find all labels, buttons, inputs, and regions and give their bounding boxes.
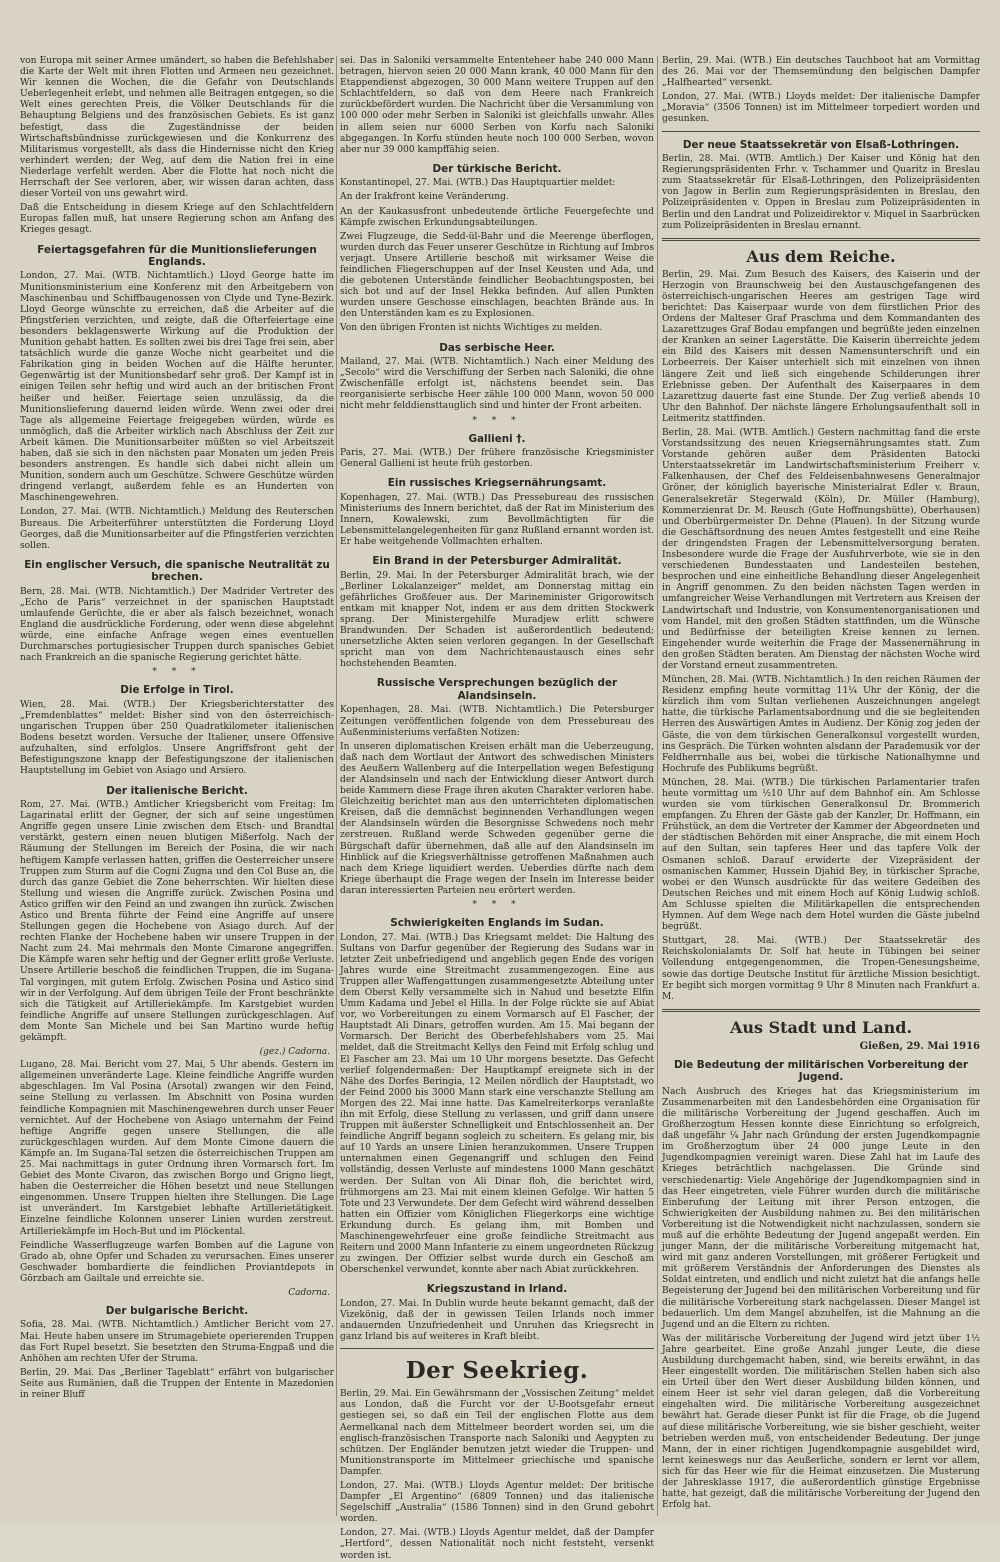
article-paragraph: Berlin, 28. Mai. (WTB. Amtlich.) Gestern nachmittag fand die erste Vorstandssitzung des neuen Kriegsernährungsamtes statt. Zum Vorstande gehören außer dem Präsidenten Batocki Unterstaatssekretär im Landwirtschaftsministerium Freiherr v. Falkenhausen, der Chef des Feldeisenbahnwesens Generalmajor Gröner, der königlich bayerische Ministerialrat Edler v. Braun, Generalsekretär Stegerwald (Köln), Dr. Müller (Hamburg), Kommerzienrat Dr. M. Reusch (Gute Hoffnungshütte), Oberhausen) und Oberbürgermeister Dr. Dehne (Plauen). In der Sitzung wurde die Geschäftsordnung des neuen Amtes festgestellt und eine Reihe der dringendsten Fragen der Lebensmittelversorgung beraten. Insbesondere wurde die Frage der Ausfuhrverbote, wie sie in den verschiedenen Bundesstaaten und Landesteilen bestehen, besprochen und eine einheitliche Behandlung dieser Angelegenheit in Angriff genommen. Zu den beiden nächsten Tagen werden in umfangreicher Weise Verhandlungen mit Vertretern aus Kreisen der Landwirtschaft und Industrie, von Konsumentenorganisationen und vom Handel, mit den großen Städten stattfinden, um die Wünsche und Bedürfnisse der beteiligten Kreise kennen zu lernen. Eingehender wurde weiterhin die Frage der Massenernährung in den großen Städten beraten. Am Dienstag der nächsten Woche wird der Vorstand erneut zusammentreten. bbox=[662, 428, 980, 671]
article-paragraph: London, 27. Mai. (WTB.) Lloyds Agentur meldet, daß der Dampfer „Hertford“, dessen Nationalität noch nicht feststeht, versenkt worden ist. bbox=[340, 1528, 654, 1561]
article-paragraph: Berlin, 29. Mai. Das „Berliner Tageblatt“ erfährt von bulgarischer Seite aus Rumänien, daß die Truppen der Entente in Mazedonien in reiner Bluff bbox=[20, 1367, 334, 1401]
article-paragraph: Paris, 27. Mai. (WTB.) Der frühere französische Kriegsminister General Gallieni ist heute früh gestorben. bbox=[340, 447, 654, 470]
column-rule bbox=[657, 56, 658, 1516]
article-paragraph: Rom, 27. Mai. (WTB.) Amtlicher Kriegsbericht vom Freitag: Im Lagarinatal erlitt der Gegner, der sich auf seine ungestümen Angriffe gegen unsere Linie zwischen dem Etsch- und Brandtal verstärkt, gestern einen neuen blutigen Mißerfolg. Nach der Räumung der Stellungen im Bereich der Posina, die wir nach heftigem Kampfe verlassen hatten, griffen die Oesterreicher unsere Truppen zum Sturm auf die Cogni Zugna und den Col Buse an, die durch das ganze Gebiet die Zone beherrschten. Wir hielten diese Stellung und wiesen die Angriffe zurück. Zwischen Posina und Astico griffen wir den Feind an und zwangen ihn zurück. Zwischen Astico und Brenta führte der Feind eine Angriffe auf unsere Stellungen gegen die Hochebene von Asiago durch. Auf der rechten Flanke der Hochebene haben wir unsere Truppen in der Nacht zum 24. Mai mehrmals den Monte Cimarone angegriffen. Die Kämpfe waren sehr heftig und der Gegner erlitt große Verluste. Unsere Artillerie beschoß die feindlichen Truppen, die im Sugana-Tal vorgingen, mit gutem Erfolg. Zwischen Posina und Astico sind wir in der Verfolgung. Auf dem übrigen Teile der Front beschränkte sich die Tätigkeit auf Artilleriekämpfe. Im Karstgebiet wurden feindliche Angriffe auf unsere Stellungen zurückgeschlagen. Auf dem Monte San Michele und bei San Martino wurde heftig gekämpft. bbox=[20, 800, 334, 1044]
signature: Cadorna. bbox=[288, 1288, 330, 1298]
article-paragraph: Konstantinopel, 27. Mai. (WTB.) Das Hauptquartier meldet: bbox=[340, 178, 616, 189]
article-paragraph: London, 27. Mai. In Dublin wurde heute bekannt gemacht, daß der Vizekönig, daß der in gewissen Teilen Irlands noch immer andauernden Unzufriedenheit und Unruhen das Kriegsrecht in ganz Irland bis auf weiteres in Kraft bleibt. bbox=[340, 1298, 654, 1343]
article-paragraph: München, 28. Mai. (WTB.) Die türkischen Parlamentarier trafen heute vormittag um ½10 Uhr auf dem Bahnhof ein. Am Schlosse wurden sie vom türkischen Generalkonsul Dr. Brommerich empfangen. Zu Ehren der Gäste gab der Kanzler, Dr. Hoffmann, ein Frühstück, an dem die Vertreter der Kammer der Abgeordneten und der städtischen Behörden mit einer Ansprache, die mit einem Hoch auf den Sultan, sein tapferes Heer und das tapfere Volk der Osmanen schloß. Darauf erwiderte der Vizepräsident der osmanischen Kammer, Hussein Djahid Bey, in türkischer Sprache, wobei er den Wunsch ausdrückte für das weitere Gedeihen des Deutschen Reiches und mit einem Hoch auf König Ludwig schloß. Am Schlusse spielten die Militärkapellen die entsprechenden Hymnen. Auf dem Wege nach dem Hotel wurden die Gäste jubelnd begrüßt. bbox=[662, 777, 980, 933]
article-headline: Die Erfolge in Tirol. bbox=[120, 684, 234, 697]
article-paragraph: In unseren diplomatischen Kreisen erhält man die Ueberzeugung, daß nach dem Wortlaut der Antwort des schwedischen Ministers des Aeußern Wallenberg auf die Interpellation wegen Befestigung der Alandsinseln und nach der Entwicklung dieser Antwort durch beide Kammern diese Frage ihren akuten Charakter verloren habe. Gleichzeitig berichtet man aus den unterrichteten diplomatischen Kreisen, daß die demnächst beginnenden Verhandlungen wegen der Alandsinseln würden die Besorgnisse Schwedens noch mehr zerstreuen. Rußland werde Schweden gegenüber gerne die Bürgschaft dafür übernehmen, daß alle auf den Alandsinseln im Hinblick auf die Kriegsverhältnisse getroffenen Maßnahmen auch nach dem Kriege liquidiert werden. Ueberdies dürfte nach dem Kriege überhaupt die Frage wegen der Inseln im Interesse beider daran interessierten Parteien neu erörtert werden. bbox=[340, 741, 654, 896]
article-paragraph: London, 27. Mai. (WTB.) Das Kriegsamt meldet: Die Haltung des Sultans von Darfur gegenüber der Regierung des Sudans war in letzter Zeit unbefriedigend und angeblich gegen Ende des vorigen Jahres wurde eine Streitmacht zusammengezogen. Eine aus Truppen aller Waffengattungen zusammengesetzte Abteilung unter dem Oberst Kelly versammelte sich in Nahud und besetzte Elfin Umm Kadama und Jebel el Hilla. In der Folge rückte sie auf Abiat vor, wo Vorbereitungen zu einem Vormarsch auf El Fascher, der Hauptstadt Ali Dinars, getroffen wurden. Am 15. Mai begann der Vormarsch. Der Bericht des Oberbefehlshabers vom 25. Mai meldet, daß die Streitmacht Kellys den Feind mit Erfolg schlug und El Fascher am 23. Mai um 10 Uhr morgens besetzte. Das Gefecht verlief folgendermaßen: Der Hauptkampf ereignete sich in der Nähe des Dorfes Beringia, 12 Meilen nördlich der Hauptstadt, wo der Feind 2000 bis 3000 Mann stark eine verschanzte Stellung am Morgen des 22. Mai inne hatte. Das Kamelreiterkorps veranlaßte ihn mit Erfolg, diese Stellung zu verlassen, und griff dann unsere Truppen mit äußerster Schnelligkeit und Entschlossenheit an. Der feindliche Angriff begann sogleich zu scheitern. Es gelang mir, bis auf 10 Yards an unsere Linien heranzukommen. Unsere Truppen unternahmen einen Gegenangriff und schlugen den Feind vollständig, dessen Verluste auf mindestens 1000 Mann geschätzt werden. Der Sultan von Ali Dinar floh, die berichtet wird, frühmorgens am 23. Mai mit einem kleinen Gefolge. Wir hatten 5 Tote und 23 Verwundete. Der dem Gefecht wird während desselben hatten ein Offizier vom Königlichen Fliegerkorps eine wichtige Erkundung durch. Es gelang ihm, mit Bomben und Maschinengewehrfeuer eine große feindliche Streitmacht aus Reitern und 2000 Mann Infanterie zu einem ungeordneten Rückzug zu zwingen. Der Offizier selbst wurde durch ein Geschoß am Oberschenkel verwundet, konnte aber nach Abiat zurückkehren. bbox=[340, 932, 654, 1276]
article-paragraph: München, 28. Mai. (WTB. Nichtamtlich.) In den reichen Räumen der Residenz empfing heute vormittag 11¼ Uhr der König, der die kürzlich ihm vom Sultan verliehenen Auszeichnungen angelegt hatte, die türkische Parlamentsabordnung und die sie begleitenden Herren des Auswärtigen Amtes in Audienz. Der König zog jeden der Gäste, die von dem türkischen Generalkonsul vorgestellt wurden, ins Gespräch. Die Türken wohnten alsdann der Parademusik vor der Feldherrnhalle aus bei, wobei die türkische Nationalhymne und Hochrufe des Publikums begrüßt. bbox=[662, 675, 980, 774]
article-paragraph: Berlin, 29. Mai. In der Petersburger Admiralität brach, wie der „Berliner Lokalanzeiger“ meldet, am Donnerstag mittag ein gefährliches Großfeuer aus. Der Marineminister Grigorowitsch entkam mit knapper Not, indem er aus dem dritten Stockwerk sprang. Der Ministergehilfe Muradjew erlitt schwere Brandwunden. Der Schaden ist außerordentlich bedeutend; unersetzliche Akten seien verloren gegangen. In der Gesellschaft spricht man von dem Nachrichtenaustausch eines sehr hochstehenden Beamten. bbox=[340, 570, 654, 670]
article-paragraph: von Europa mit seiner Armee umändert, so haben die Befehlshaber die Karte der Welt mit ihren Flotten und Armeen neu gezeichnet. Wir kennen die Wochen, die die Gefahr von Deutschlands Ueberlegenheit erlebt, und nehmen alle Beitragen entgegen, so die Welt eines gerechten Preis, die Völker Deutschlands für die Behauptung Belgiens und des französischen Gebiets. Es ist ganz befestigt, dass die Zugeständnisse der beiden Wirtschaftsbündnisse zurückgewiesen und die Konkurrenz des Militarismus vorgestellt, als dass die Hindernisse nicht den Krieg verhindert werden; der Weg, auf dem die Nation frei in eine Niederlage verfehlt werden. Aber die Flotte hat noch nicht die Herrschaft der See verloren, aber, wir wissen daran achten, dass dieser Vorteil von uns gewahrt wird. bbox=[20, 56, 334, 200]
section-divider bbox=[662, 238, 980, 241]
article-headline: Schwierigkeiten Englands im Sudan. bbox=[390, 917, 604, 930]
section-title: Der Seekrieg. bbox=[405, 1357, 589, 1385]
article-paragraph: sei. Das in Saloniki versammelte Ententeheer habe 240 000 Mann betragen, hiervon seien 20 000 Mann krank, 40 000 Mann für den Etappendienst abgezogen, 30 000 Mann weitere Truppen auf den Schlachtfeldern, so daß von dem Heere nach Frankreich zurückbefördert wurden. Die Nachricht über die Versammlung von 100 000 oder mehr Serben in Saloniki ist gleichfalls unwahr. Alles in allem seien nur 6000 Serben von Korfu nach Saloniki abgegangen. In Korfu stünden heute noch 100 000 Serben, wovon aber nur 39 000 kampffähig seien. bbox=[340, 56, 654, 155]
separator-stars: * * * bbox=[472, 415, 522, 426]
article-paragraph: London, 27. Mai. (WTB.) Lloyds meldet: Der italienische Dampfer „Moravia“ (3506 Tonnen) ist im Mittelmeer torpediert worden und gesunken. bbox=[662, 92, 980, 125]
article-paragraph: Lugano, 28. Mai. Bericht vom 27. Mai, 5 Uhr abends. Gestern im allgemeinen unveränderte Lage. Kleine feindliche Angriffe wurden abgeschlagen. Im Val Posina (Arsotal) zwangen wir den Feind, seine Stellung zu verlassen. Im Abschnitt von Posina wurden feindliche Kompagnien mit Maschinengewehren durch unser Feuer vernichtet. Auf der Hochebene von Asiago unternahm der Feind heftige Angriffe gegen unsere Stellungen, die alle zurückgeschlagen wurden. Auf dem Monte Cimone dauern die Kämpfe an. Im Sugana-Tal setzen die österreichischen Truppen am 25. Mai nachmittags in guter Ordnung ihren Vormarsch fort. Im Gebiet des Monte Civaron, das zwischen Borgo und Grigno liegt, haben die Oesterreicher die Höhen besetzt und neue Stellungen eingenommen. Unsere Truppen hielten ihre Stellungen. Die Lage ist unverändert. Im Karstgebiet lebhafte Artillerietätigkeit. Einzelne feindliche Kolonnen unserer Linien wurden zerstreut. Artilleriekämpfe im Hoch-But und im Plöckental. bbox=[20, 1060, 334, 1237]
article-headline: Der bulgarische Bericht. bbox=[105, 1305, 249, 1317]
article-paragraph: An der Irakfront keine Veränderung. bbox=[340, 192, 509, 203]
article-headline: Der italienische Bericht. bbox=[106, 784, 248, 797]
article-paragraph: Bern, 28. Mai. (WTB. Nichtamtlich.) Der Madrider Vertreter des „Echo de Paris“ verzeichnet in der spanischen Hauptstadt umlaufende Gerüchte, die er aber als falsch bezeichnet, wonach England die ausdrückliche Forderung, oder wenn diese abgelehnt würde, eine einfache Anfrage wegen eines eventuellen Durchmarsches portugiesischer Truppen durch spanisches Gebiet nach Frankreich an die spanische Regierung gerichtet hätte. bbox=[20, 586, 334, 664]
section-divider bbox=[662, 1009, 980, 1012]
article-paragraph: Zwei Flugzeuge, die Sedd-ül-Bahr und die Meerenge überflogen, wurden durch das Feuer unserer Geschütze in Richtung auf Imbros verjagt. Unsere Artillerie beschoß mit wirksamer Weise die feindlichen Fliegerschuppen auf der Insel Keusten und Ada, und die gebotenen Unterstände feindlicher Beobachtungsposten, bei sich bot und auf der Insel Hekka befinden. Auf allen Punkten wurden unsere Geschosse einschlagen, beachten Brände aus. In den Unterständen kam es zu Explosionen. bbox=[340, 231, 654, 320]
article-headline: Ein Brand in der Petersburger Admiralität. bbox=[372, 555, 622, 568]
article-paragraph: Wien, 28. Mai. (WTB.) Der Kriegsberichterstatter des „Fremdenblattes“ meldet: Bisher sind von den österreichisch-ungarischen Truppen über 250 Quadratkilometer italienischen Bodens besetzt worden. Versuche der Italiener, unsere Offensive aufzuhalten, sind erfolglos. Unsere Angriffsfront geht der Befestigungszone knapp der Befestigungszone der italienischen Hauptstellung im Gebiet von Asiago und Arsiero. bbox=[20, 699, 334, 777]
article-paragraph: Berlin, 29. Mai. Ein Gewährsmann der „Vossischen Zeitung“ meldet aus London, daß die Furcht vor der U-Bootsgefahr erneut gestiegen sei, so daß ein Teil der englischen Flotte aus dem Aermelkanal nach dem Mittelmeer beordert worden sei, um die englisch-französischen Transporte nach Saloniki und Aegypten zu schützen. Der Engländer benutzen jetzt wieder die Truppen- und Munitionstransporte im Mittelmeer griechische und spanische Dampfer. bbox=[340, 1389, 654, 1477]
article-headline: Ein englischer Versuch, die spanische Neutralität zu brechen. bbox=[24, 558, 330, 584]
article-paragraph: Von den übrigen Fronten ist nichts Wichtiges zu melden. bbox=[340, 323, 603, 334]
column-left bbox=[20, 56, 334, 1511]
section-title: Aus dem Reiche. bbox=[746, 246, 896, 266]
column-rule bbox=[336, 56, 337, 1516]
section-divider bbox=[662, 131, 980, 132]
article-headline: Ein russisches Kriegsernährungsamt. bbox=[387, 477, 607, 490]
article-headline: Der türkische Bericht. bbox=[432, 162, 562, 175]
article-headline: Das serbische Heer. bbox=[439, 341, 555, 354]
signature: (gez.) Cadorna. bbox=[259, 1047, 330, 1058]
article-paragraph: Kopenhagen, 28. Mai. (WTB. Nichtamtlich.) Die Petersburger Zeitungen veröffentlichen folgende von dem Pressebureau des Außenministeriums verfaßten Notizen: bbox=[340, 705, 654, 738]
article-paragraph: Mailand, 27. Mai. (WTB. Nichtamtlich.) Nach einer Meldung des „Secolo“ wird die Verschiffung der Serben nach Saloniki, die ohne Zwischenfälle erfolgt ist, nächstens beendet sein. Das reorganisierte serbische Heer zähle 100 000 Mann, wovon 50 000 nicht mehr felddiensttauglich sind und hinter der Front arbeiten. bbox=[340, 357, 654, 412]
section-title: Aus Stadt und Land. bbox=[729, 1017, 913, 1037]
article-paragraph: An der Kaukasusfront unbedeutende örtliche Feuergefechte und Kämpfe zwischen Erkundungsabteilungen. bbox=[340, 206, 654, 228]
column-right bbox=[662, 56, 980, 1511]
article-headline: Gallieni †. bbox=[468, 432, 526, 445]
section-divider bbox=[340, 1348, 654, 1349]
article-paragraph: Daß die Entscheidung in diesem Kriege auf den Schlachtfeldern Europas fallen muß, hat unsere Regierung schon am Anfang des Krieges gesagt. bbox=[20, 203, 334, 236]
separator-stars: * * * bbox=[472, 900, 522, 911]
article-paragraph: Stuttgart, 28. Mai. (WTB.) Der Staatssekretär des Reichskolonialamts Dr. Solf hat heute in Tübingen bei seiner Vollendung entgegengenommen, die Tropen-Genesungsheime, sowie das dortige Deutsche Institut für ärztliche Mission besichtigt. Er begibt sich morgen vormittag 9 Uhr 8 Minuten nach Frankfurt a. M. bbox=[662, 936, 980, 1002]
dateline: Gießen, 29. Mai 1916 bbox=[859, 1040, 980, 1052]
column-middle bbox=[340, 56, 654, 1561]
article-paragraph: Berlin, 29. Mai. Zum Besuch des Kaisers, des Kaiserin und der Herzogin von Braunschweig bei den Austauschgefangenen des österreichisch-ungarischen Heeres am gestrigen Tage wird berichtet: Das Kaiserpaar wurde von dem fürstlichen Prior des Ordens der Malteser Graf Praschma und dem Kommandanten des Lazarettzuges Graf Bodau empfangen und begrüßte jeden einzelnen der Kranken an seiner Lagerstätte. Die Kaiserin überreichte jedem ein Bild des Kaisers mit dessen Namensunterschrift und ein Lorbeerreis. Der Kaiser unterhielt sich mit einzelnen von ihnen längere Zeit und ließ sich eingehende Schilderungen ihrer Erlebnisse geben. Der Aufenthalt des Kaiserpaares in dem Lazarettzug dauerte fast eine Stunde. Der Zug verließ abends 10 Uhr den Bahnhof. Der nächste längere Erholungsaufenthalt soll in Leitmeritz stattfinden. bbox=[662, 269, 980, 424]
article-paragraph: Berlin, 29. Mai. (WTB.) Ein deutsches Tauchboot hat am Vormittag des 26. Mai vor der Themsemündung den belgischen Dampfer „Halfhearted“ versenkt. bbox=[662, 56, 980, 89]
separator-stars: * * * bbox=[152, 667, 202, 678]
article-paragraph: Kopenhagen, 27. Mai. (WTB.) Das Pressebureau des russischen Ministeriums des Innern berichtet, daß der Rat im Ministerium des Innern, Kowalewski, zum Bevollmächtigten für die Lebensmittelangelegenheiten für ganz Rußland ernannt worden ist. Er habe weitgehende Vollmachten erhalten. bbox=[340, 492, 654, 548]
article-paragraph: London, 27. Mai. (WTB.) Lloyds Agentur meldet: Der britische Dampfer „El Argentino“ (6809 Tonnen) und das italienische Segelschiff „Australia“ (1586 Tonnen) sind in den Grund gebohrt worden. bbox=[340, 1481, 654, 1525]
article-paragraph: Feindliche Wasserflugzeuge warfen Bomben auf die Lagune von Grado ab, ohne Opfer und Schaden zu verursachen. Eines unserer Geschwader bombardierte die feindlichen Proviantdepots in Görzbach am Gailtale und erreichte sie. bbox=[20, 1240, 334, 1284]
article-paragraph: Berlin, 28. Mai. (WTB. Amtlich.) Der Kaiser und König hat den Regierungspräsidenten Frhr. v. Tschammer und Quaritz in Breslau zum Staatssekretär für Elsaß-Lothringen, den Polizeipräsidenten von Jagow in Berlin zum Regierungspräsidenten in Breslau, den Polizeipräsidenten v. Oppen in Breslau zum Polizeipräsidenten in Berlin und den Landrat und Polizeidirektor v. Miquel in Saarbrücken zum Polizeipräsidenten in Breslau ernannt. bbox=[662, 154, 980, 231]
article-headline: Kriegszustand in Irland. bbox=[426, 1283, 568, 1296]
article-paragraph: Sofia, 28. Mai. (WTB. Nichtamtlich.) Amtlicher Bericht vom 27. Mai. Heute haben unsere im Strumagebiete operierenden Truppen das Fort Rupel besetzt. Sie besetzten den Struma-Engpaß und die Anhöhen am rechten Ufer der Struma. bbox=[20, 1320, 334, 1364]
article-paragraph: London, 27. Mai. (WTB. Nichtamtlich.) Lloyd George hatte im Munitionsministerium eine Konferenz mit den Arbeitgebern von Maschinenbau und Schiffbaugenossen von Clyde und Tyne-Bezirk. Lloyd George wünschte zu erreichen, daß die Arbeiter auf die Pfingstferien verzichten, und zeigte, daß die Ofterfeiertage eine besonders beklagenswerte Wirkung auf die Produktion der Munition gehabt hatten. Es sollten zwei bis drei Tage frei sein, aber tatsächlich wurde die ganze Woche nicht gearbeitet und die Fabrikation ging in beiden Wochen auf die Hälfte herunter. Gegenwärtig ist der Munitionsbedarf sehr groß. Der Kampf ist in einigen Teilen sehr heftig und wird auch an der britischen Front heißer und heißer. Feiertage seien unzulässig, da die Munitionslieferung dauernd leiden würde. Wenn zwei oder drei Tage als allgemeine Feiertage freigegeben würden, würde es unmöglich, daß die Arbeiter wirklich nach Abschluss der Zeit zur Arbeit kämen. Die Munitionsarbeiter müßten so viel Arbeitszeit haben, daß sie sich in den nächsten paar Monaten um jeden Preis besonders anstrengen. Es handle sich dabei nicht allein um Munition, sondern auch um Geschütze. Schwere Geschütze würden dringend verlangt, außerdem fehle es an Hunderten von Maschinengewehren. bbox=[20, 271, 334, 504]
article-paragraph: London, 27. Mai. (WTB. Nichtamtlich.) Meldung des Reuterschen Bureaus. Die Arbeiterführer unterstützten die Forderung Lloyd Georges, daß die Munitionsarbeiter auf die Pfingstferien verzichten sollen. bbox=[20, 507, 334, 551]
article-paragraph: Was der militärische Vorbereitung der Jugend wird jetzt über 1½ Jahre gearbeitet. Eine große Anzahl junger Leute, die diese Ausbildung durchgemacht haben, sind, wie bereits erwähnt, in das Heer eingestellt worden. Die militärischen Stellen haben sich also ein Urteil über den Wert dieser Ausbildung bilden können, und einem Heer ist sehr viel daran gelegen, daß die Vorbereitung eingehalten wird. Die militärische Vorbereitung ausgezeichnet bewährt hat. Gerade dieser Punkt ist für die Frage, ob die Jugend auf diese militärische Vorbereitung, wie sie bisher geschieht, weiter betrieben werden muß, von entscheidender Bedeutung. Der junge Mann, der in einer richtigen Jugendkompagnie ausgebildet wird, lernt keineswegs nur das Aeußerliche, sondern er lernt vor allem, sich für das Heer wie für die Heimat einzusetzen. Die Musterung der Jahresklasse 1917, die außerordentlich günstige Ergebnisse hatte, hat gezeigt, daß die militärische Vorbereitung der Jugend den Erfolg hat. bbox=[662, 1333, 980, 1511]
article-paragraph: Nach Ausbruch des Krieges hat das Kriegsministerium im Zusammenarbeiten mit den Landesbehörden eine Organisation für die militärische Vorbereitung der Jugend geschaffen. Auch im Großherzogtum Hessen konnte diese Einrichtung so erfolgreich, daß ungefähr ¼ Jahr nach Gründung der ersten Jugendkompagnie im Großherzogtum über 24 000 junge Leute in den Jugendkompagnien vereinigt waren. Diese Zahl hat im Laufe des Krieges beträchtlich nachgelassen. Die Gründe sind verschiedenartig: Viele Angehörige der Jugendkompagnien sind in das Heer eingetreten, viele Führer wurden durch die militärische Einberufung der Leitung mit ihrer Person entzogen, die Schwierigkeiten der Ausbildung nahmen zu. Bei den militärischen Vorbereitung ist die Notwendigkeit nicht nachzulassen, sondern sie muß auf die erhöhte Bedeutung der Jugend angepaßt werden. Ein junger Mann, der die militärische Vorbereitung mitgemacht hat, wird mit ganz anderen Vorstellungen, mit größerer Fertigkeit und mit größerem Verständnis der Anforderungen des Dienstes als Soldat eintreten, und endlich und nicht zuletzt hat die anfangs helle Begeisterung der Jugend bei den militärischen Vorbereitung und für die militärische Vorbereitung stark nachgelassen. Dieser Mangel ist bedauerlich. Um dem Mangel abzuhelfen, ist die Mahnung an die Jugend und an die Eltern zu richten. bbox=[662, 1086, 980, 1330]
article-headline: Der neue Staatssekretär von Elsaß-Lothringen. bbox=[682, 138, 960, 151]
article-headline: Russische Versprechungen bezüglich der Alandsinseln. bbox=[376, 677, 618, 702]
article-headline: Feiertagsgefahren für die Munitionslieferungen Englands. bbox=[37, 243, 317, 268]
article-headline: Die Bedeutung der militärischen Vorbereitung der Jugend. bbox=[673, 1058, 969, 1084]
